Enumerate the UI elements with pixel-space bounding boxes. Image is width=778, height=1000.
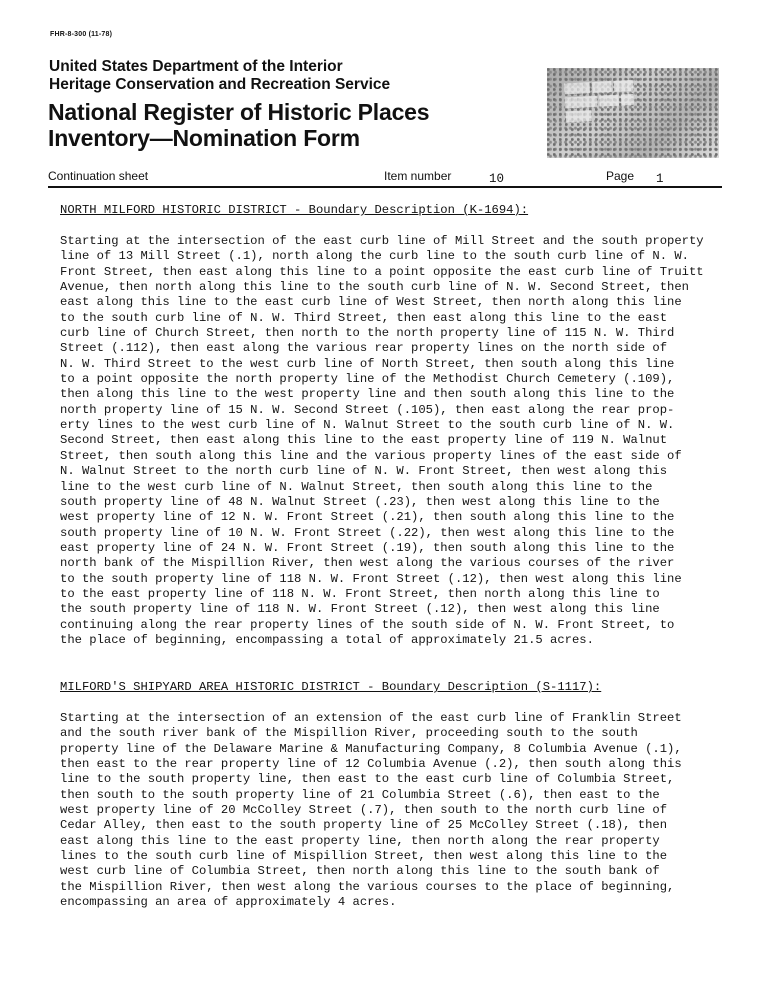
text-line: east along this line to the east curb line of West Street, then north along this line <box>60 295 682 310</box>
continuation-row <box>48 169 722 187</box>
text-line: erty lines to the west curb line of N. Walnut Street to the south curb line of N. W. <box>60 418 675 433</box>
form-code: FHR-8-300 (11-78) <box>50 31 113 38</box>
text-line: line to the south property line, then east to the east curb line of Columbia Street, <box>60 772 675 787</box>
service-name: Heritage Conservation and Recreation Service <box>49 76 391 93</box>
text-line: to a point opposite the north property line of the Methodist Church Cemetery (.109), <box>60 372 675 387</box>
text-line: the place of beginning, encompassing a total of approximately 21.5 acres. <box>60 632 594 647</box>
text-line: continuing along the rear property lines of the south side of N. W. Front Street, to <box>60 617 675 632</box>
text-line: then south to the south property line of 21 Columbia Street (.6), then east to the <box>60 787 660 802</box>
form-title <box>48 99 429 151</box>
continuation-sheet-label: Continuation sheet <box>48 169 149 183</box>
form-title-line2: Inventory—Nomination Form <box>48 125 360 151</box>
text-line: Cedar Alley, then east to the south property line of 25 McColley Street (.18), then <box>60 818 668 833</box>
text-line: north bank of the Mispillion River, then west along the various courses of the river <box>60 556 675 571</box>
text-line: encompassing an area of approximately 4 acres. <box>60 895 397 910</box>
text-line: the south property line of 118 N. W. Front Street (.12), then west along this line <box>60 602 660 617</box>
text-line: the Mispillion River, then west along the various courses to the place of beginning, <box>60 879 675 894</box>
department-name: United States Department of the Interior <box>49 58 343 75</box>
text-line: Avenue, then north along this line to the south curb line of N. W. Second Street, then <box>60 280 689 295</box>
text-line: line to the west curb line of N. Walnut Street, then south along this line to the <box>60 479 653 494</box>
text-line: north property line of 15 N. W. Second Street (.105), then east along the rear prop- <box>60 402 675 417</box>
text-line: east property line of 24 N. W. Front Street (.19), then south along this line to the <box>60 540 675 555</box>
text-line: west property line of 20 McColley Street (.7), then south to the north curb line of <box>60 803 668 818</box>
section1-heading: NORTH MILFORD HISTORIC DISTRICT - Boundary Description (K-1694): <box>60 203 529 217</box>
office-stamp <box>547 68 719 158</box>
header-rule <box>48 186 722 188</box>
form-title-line1: National Register of Historic Places <box>48 99 430 125</box>
text-line: N. W. Third Street to the west curb line of North Street, then south along this line <box>60 356 675 371</box>
text-line: and the south river bank of the Mispillion River, proceeding south to the south <box>60 726 638 741</box>
text-line: Second Street, then east along this line to the east property line of 119 N. Walnut <box>60 433 668 448</box>
text-line: then east to the rear property line of 12 Columbia Avenue (.2), then south along this <box>60 757 682 772</box>
text-line: Starting at the intersection of the east curb line of Mill Street and the south property <box>60 234 704 248</box>
stamp-illegible-text: ████ ███ ███ █████ ███ ██ ████ <box>564 80 635 122</box>
page-label: Page <box>606 169 635 183</box>
item-number-value: 10 <box>489 172 505 186</box>
agency-header <box>49 58 390 94</box>
text-line: line of 13 Mill Street (.1), north along the curb line to the south curb line of N. W. <box>60 249 689 264</box>
text-line: then along this line to the west property line and then south along this line to the <box>60 387 675 402</box>
text-line: Street, then south along this line and the various property lines of the east side of <box>60 448 682 463</box>
text-line: east along this line to the east property line, then north along the rear property <box>60 833 660 848</box>
text-line: to the south property line of 118 N. W. Front Street (.12), then west along this line <box>60 571 682 586</box>
section2-heading: MILFORD'S SHIPYARD AREA HISTORIC DISTRICT - Boundary Description (S-1117): <box>60 680 602 694</box>
section2-body <box>60 711 740 910</box>
text-line: lines to the south curb line of Mispillion Street, then west along this line to the <box>60 849 668 864</box>
text-line: property line of the Delaware Marine & Manufacturing Company, 8 Columbia Avenue (.1), <box>60 741 682 756</box>
text-line: west property line of 12 N. W. Front Street (.21), then south along this line to the <box>60 510 675 525</box>
text-line: south property line of 48 N. Walnut Street (.23), then west along this line to the <box>60 494 660 509</box>
text-line: Street (.112), then east along the various rear property lines on the north side of <box>60 341 668 356</box>
page-value: 1 <box>656 172 664 186</box>
text-line: south property line of 10 N. W. Front Street (.22), then west along this line to the <box>60 525 675 540</box>
text-line: curb line of Church Street, then north to the north property line of 115 N. W. Third <box>60 326 675 341</box>
section1-body <box>60 234 740 648</box>
item-number-label: Item number <box>384 169 452 183</box>
text-line: west curb line of Columbia Street, then north along this line to the south bank of <box>60 864 660 879</box>
text-line: N. Walnut Street to the north curb line of N. W. Front Street, then west along this <box>60 464 668 479</box>
text-line: Front Street, then east along this line to a point opposite the east curb line of Truitt <box>60 264 704 279</box>
text-line: Starting at the intersection of an extension of the east curb line of Franklin Street <box>60 711 682 725</box>
text-line: to the east property line of 118 N. W. Front Street, then north along this line to <box>60 586 660 601</box>
text-line: to the south curb line of N. W. Third Street, then east along this line to the east <box>60 310 668 325</box>
